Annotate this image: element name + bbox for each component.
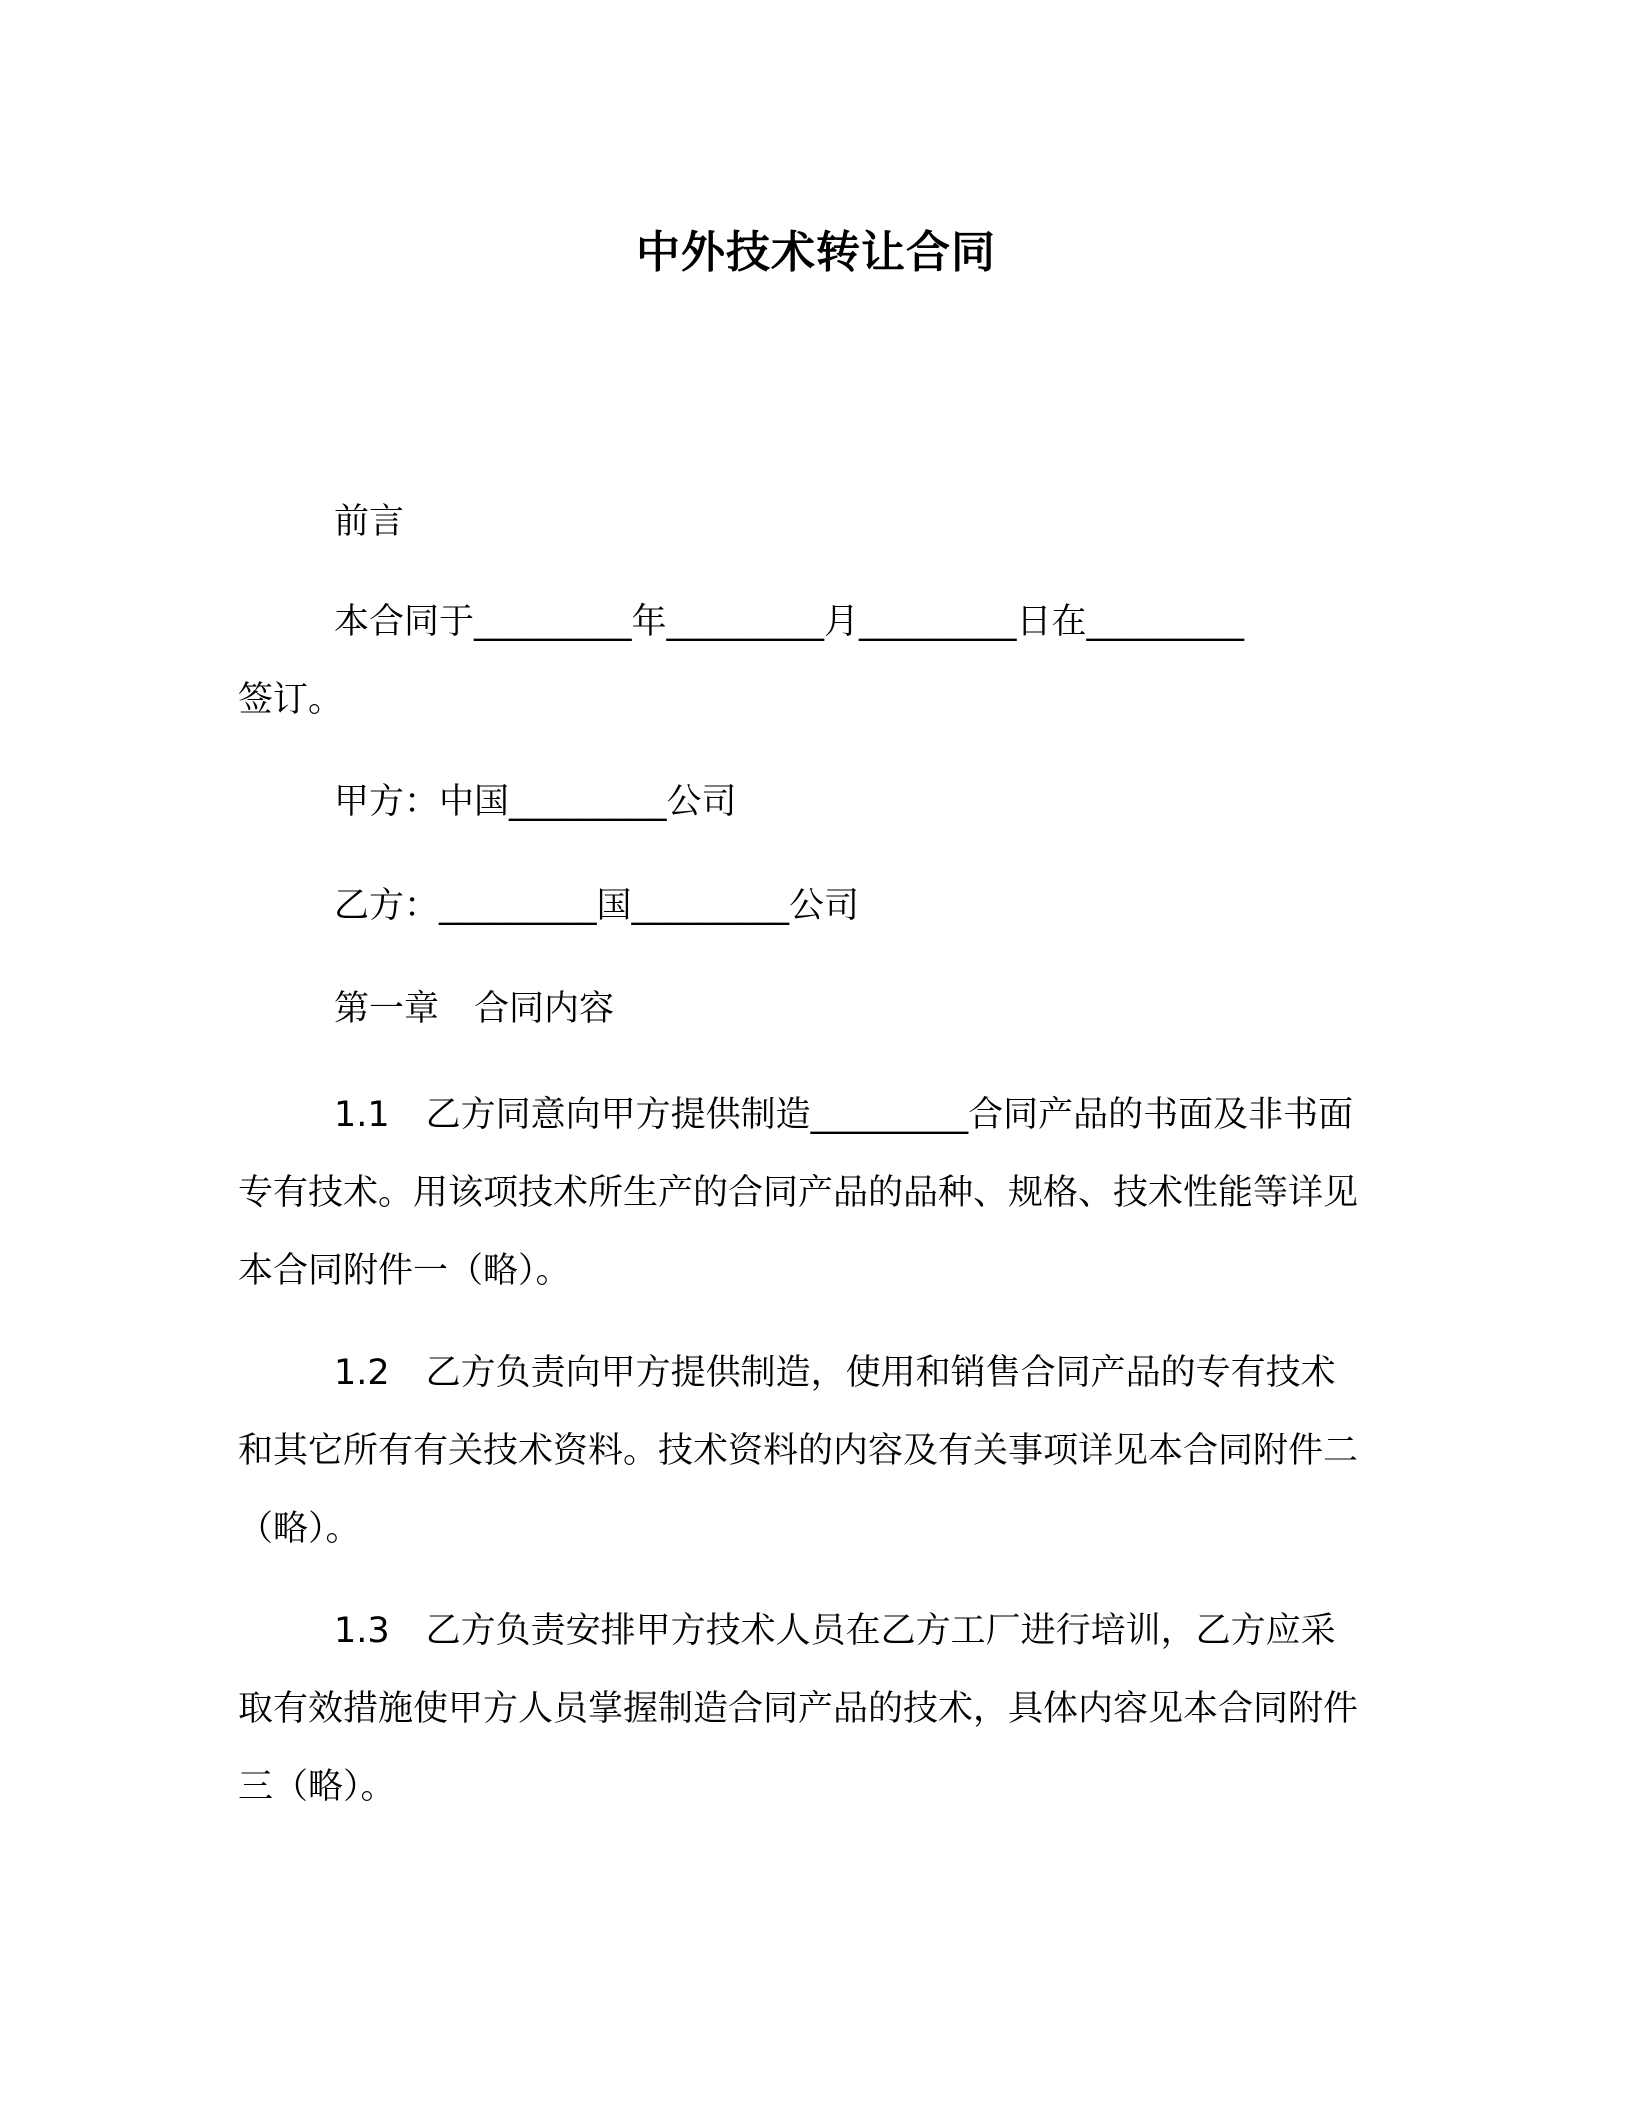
clause-1-1 [238, 1076, 1358, 1310]
clause-1-3 [238, 1592, 1358, 1826]
signing-line-1: 本合同于_________年_________月_________日在_________ [334, 602, 1245, 642]
clause-text: 乙方负责向甲方提供制造，使用和销售合同产品的专有技术和其它所有有关技术资料。技术资料的内容及有关事项详见本合同附件二（略）。 [238, 1353, 1359, 1549]
clause-text: 乙方同意向甲方提供制造_________合同产品的书面及非书面专有技术。用该项技术所生产的合同产品的品种、规格、技术性能等详见本合同附件一（略）。 [238, 1095, 1359, 1291]
party-b: 乙方：_________国_________公司 [334, 886, 860, 926]
chapter-heading: 第一章 合同内容 [334, 989, 615, 1029]
party-a: 甲方：中国_________公司 [334, 782, 737, 822]
clause-number: 1.2 [334, 1353, 390, 1393]
clause-1-2 [238, 1334, 1358, 1568]
document-title: 中外技术转让合同 [636, 227, 996, 278]
clause-number: 1.1 [334, 1095, 390, 1135]
preface-heading: 前言 [334, 502, 405, 542]
clause-text: 乙方负责安排甲方技术人员在乙方工厂进行培训，乙方应采取有效措施使甲方人员掌握制造合同产品的技术，具体内容见本合同附件三（略）。 [238, 1611, 1359, 1807]
signing-line-2: 签订。 [238, 680, 344, 720]
clause-number: 1.3 [334, 1611, 390, 1651]
